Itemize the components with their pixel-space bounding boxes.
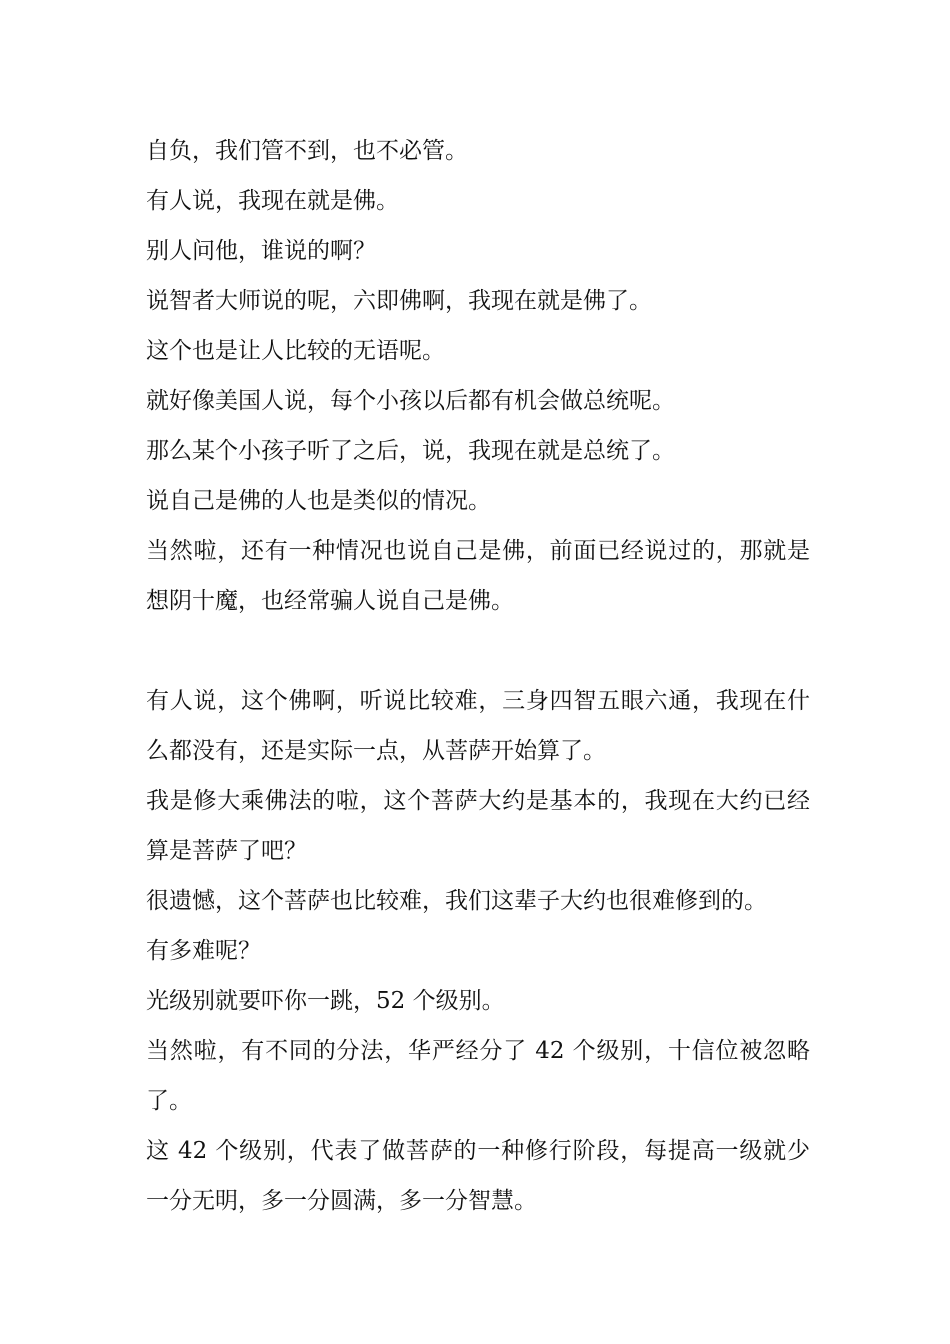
paragraph: 当然啦，有不同的分法，华严经分了 42 个级别，十信位被忽略了。 <box>146 1038 810 1114</box>
paragraph: 有人说，我现在就是佛。 <box>146 188 399 214</box>
paragraph: 有多难呢？ <box>146 938 261 964</box>
paragraph: 自负，我们管不到，也不必管。 <box>146 138 468 164</box>
paragraph: 这 42 个级别，代表了做菩萨的一种修行阶段，每提高一级就少一分无明，多一分圆满，多一分智慧。 <box>146 1138 810 1214</box>
paragraph: 有人说，这个佛啊，听说比较难，三身四智五眼六通，我现在什么都没有，还是实际一点，从菩萨开始算了。 <box>146 688 810 764</box>
paragraph-gap <box>146 626 810 676</box>
paragraph: 就好像美国人说，每个小孩以后都有机会做总统呢。 <box>146 388 675 414</box>
paragraph: 很遗憾，这个菩萨也比较难，我们这辈子大约也很难修到的。 <box>146 888 767 914</box>
paragraph: 那么某个小孩子听了之后，说，我现在就是总统了。 <box>146 438 675 464</box>
paragraph: 别人问他，谁说的啊？ <box>146 238 376 264</box>
paragraph: 当然啦，还有一种情况也说自己是佛，前面已经说过的，那就是想阴十魔，也经常骗人说自己是佛。 <box>146 538 810 614</box>
paragraph: 光级别就要吓你一跳，52 个级别。 <box>146 988 505 1014</box>
paragraph: 这个也是让人比较的无语呢。 <box>146 338 445 364</box>
document-body <box>146 126 810 1226</box>
paragraph: 说智者大师说的呢，六即佛啊，我现在就是佛了。 <box>146 288 652 314</box>
paragraph: 说自己是佛的人也是类似的情况。 <box>146 488 491 514</box>
paragraph: 我是修大乘佛法的啦，这个菩萨大约是基本的，我现在大约已经算是菩萨了吧？ <box>146 788 810 864</box>
